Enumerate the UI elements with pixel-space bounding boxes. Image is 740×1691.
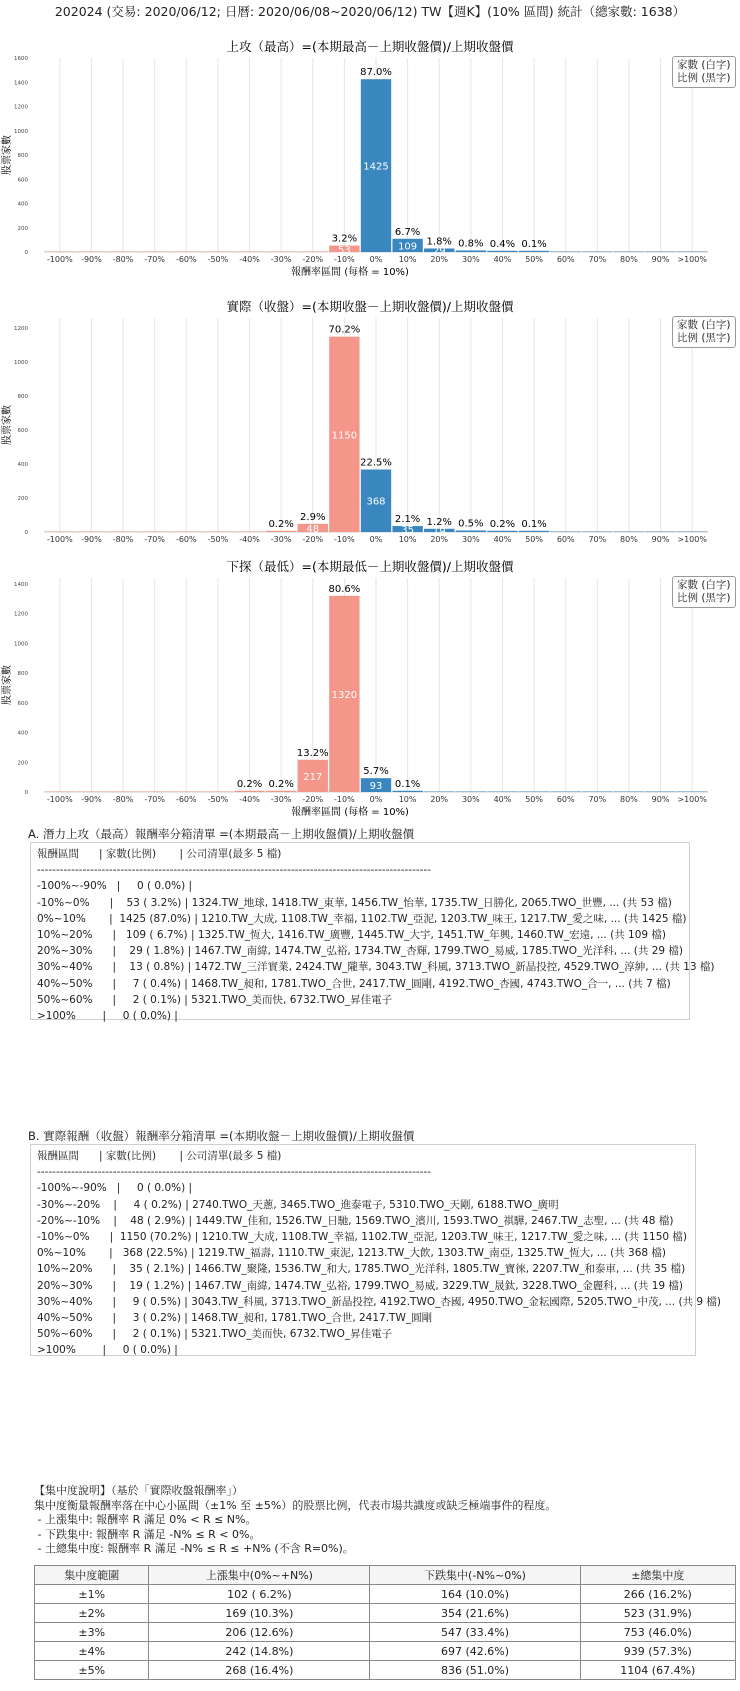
table-cell: 1104 (67.4%) xyxy=(580,1661,735,1680)
list-line: 20%~30% | 19 ( 1.2%) | 1467.TW_南緯, 1474.TW_弘裕, 1799.TWO_易威, 3229.TW_晟鈦, 3228.TWO_金麗科, ... (共 19 檔) xyxy=(37,1279,684,1292)
list-line: -------------------------------------------------------------------------------------------------------- xyxy=(37,864,432,877)
bar-count-label: 368 xyxy=(366,496,386,508)
bar xyxy=(614,531,644,532)
bar xyxy=(234,791,264,792)
bar xyxy=(139,791,169,792)
list-line: 30%~40% | 13 ( 0.8%) | 1472.TW_三洋實業, 2424.TW_隴華, 3043.TW_科風, 3713.TWO_新晶投控, 4529.TWO_淳紳, ... (共 13 檔) xyxy=(37,961,715,974)
x-tick-label: >100% xyxy=(677,255,707,264)
bar xyxy=(76,791,106,792)
bar xyxy=(551,531,581,532)
note-line: - 下跌集中: 報酬率 R 滿足 -N% ≤ R < 0%。 xyxy=(34,1527,261,1541)
y-axis-label: 股票家數 xyxy=(2,405,13,445)
x-tick-label: -10% xyxy=(334,255,355,264)
bar xyxy=(519,251,549,252)
bar xyxy=(677,791,707,792)
bar-count-label: 1150 xyxy=(331,430,358,442)
list-line: -100%~-90% | 0 ( 0.0%) | xyxy=(37,880,193,893)
table-cell: ±2% xyxy=(35,1604,149,1623)
bar xyxy=(298,251,328,252)
list-line: 40%~50% | 7 ( 0.4%) | 1468.TW_昶和, 1781.TWO_合世, 2417.TW_圓剛, 4192.TWO_杏國, 4743.TWO_合一, ... (共 7 檔) xyxy=(37,977,671,990)
y-tick-label: 1400 xyxy=(14,80,28,87)
y-tick-label: 400 xyxy=(17,730,28,737)
table-cell: 836 (51.0%) xyxy=(370,1661,580,1680)
bar xyxy=(645,251,675,252)
x-tick-label: -40% xyxy=(239,255,260,264)
legend-ratio-label: 比例 (黑字) xyxy=(677,592,731,604)
bar xyxy=(582,791,612,792)
bar xyxy=(551,251,581,252)
bar xyxy=(76,251,106,252)
list-line: >100% | 0 ( 0.0%) | xyxy=(37,1010,178,1023)
table-cell: 164 (10.0%) xyxy=(370,1585,580,1604)
table-cell: 169 (10.3%) xyxy=(149,1604,370,1623)
bar-percent-label: 0.2% xyxy=(489,518,516,530)
chart-upside xyxy=(0,38,740,288)
bar-count-label: 19 xyxy=(432,526,446,538)
chart-upside-legend xyxy=(672,56,736,88)
table-cell: 242 (14.8%) xyxy=(149,1642,370,1661)
x-tick-label: 40% xyxy=(493,795,512,804)
x-tick-label: -10% xyxy=(334,535,355,544)
x-tick-label: 40% xyxy=(493,255,512,264)
y-tick-label: 600 xyxy=(17,700,28,707)
bar xyxy=(677,531,707,532)
y-tick-label: 1000 xyxy=(14,128,28,135)
bar xyxy=(266,531,296,532)
x-axis-label: 報酬率區間 (每格 = 10%) xyxy=(291,267,409,278)
chart-downside-legend xyxy=(672,576,736,608)
bar xyxy=(171,531,201,532)
bar xyxy=(203,251,233,252)
legend-count-label: 家數 (白字) xyxy=(677,579,731,591)
x-tick-label: -70% xyxy=(144,795,166,804)
bar xyxy=(171,251,201,252)
x-tick-label: 0% xyxy=(369,535,383,544)
y-tick-label: 200 xyxy=(17,225,28,232)
bar-count-label: 29 xyxy=(432,246,446,258)
y-tick-label: 1000 xyxy=(14,360,28,367)
bar xyxy=(614,251,644,252)
x-tick-label: 70% xyxy=(588,795,607,804)
list-line: 20%~30% | 29 ( 1.8%) | 1467.TW_南緯, 1474.TW_弘裕, 1734.TW_杏輝, 1799.TWO_易威, 1785.TWO_光洋科, ... (共 29 檔) xyxy=(37,945,684,958)
x-tick-label: 0% xyxy=(369,795,383,804)
list-line: -10%~0% | 53 ( 3.2%) | 1324.TW_地球, 1418.TW_東華, 1456.TW_怡華, 1735.TW_日勝化, 2065.TWO_世豐, ... (共 53 檔) xyxy=(37,896,672,909)
bar-count-label: 1320 xyxy=(331,689,358,701)
table-cell: 753 (46.0%) xyxy=(580,1623,735,1642)
list-line: 0%~10% | 368 (22.5%) | 1219.TW_福壽, 1110.TW_東泥, 1213.TW_大飲, 1303.TW_南亞, 1325.TW_恆大, ... (共 368 檔) xyxy=(37,1247,667,1260)
list-line: 報酬區間 | 家數(比例) | 公司清單(最多 5 檔) xyxy=(37,848,282,860)
bar-count-label: 1425 xyxy=(363,161,389,173)
bar-count-label: 109 xyxy=(398,241,418,253)
bar-percent-label: 0.2% xyxy=(236,778,263,790)
bar xyxy=(487,251,517,252)
y-tick-label: 0 xyxy=(24,790,28,796)
x-tick-label: 80% xyxy=(620,255,638,264)
y-tick-label: 600 xyxy=(17,177,28,184)
y-tick-label: 1200 xyxy=(14,611,28,618)
list-line: 10%~20% | 109 ( 6.7%) | 1325.TW_恆大, 1416.TW_廣豐, 1445.TW_大宇, 1451.TW_年興, 1460.TW_宏遠, ... (共 109 檔) xyxy=(37,929,667,942)
bar xyxy=(171,791,201,792)
list-line: -------------------------------------------------------------------------------------------------------- xyxy=(37,1166,432,1179)
list-line: >100% | 0 ( 0.0%) | xyxy=(37,1344,178,1357)
x-tick-label: -100% xyxy=(46,255,73,264)
x-tick-label: 90% xyxy=(651,795,670,804)
y-tick-label: 400 xyxy=(17,462,28,469)
x-tick-label: -70% xyxy=(144,255,166,264)
table-row xyxy=(35,1661,736,1680)
bar-percent-label: 13.2% xyxy=(296,747,329,759)
x-tick-label: 30% xyxy=(461,795,480,804)
bar xyxy=(519,531,549,532)
list-line: -30%~-20% | 4 ( 0.2%) | 2740.TWO_天蔥, 3465.TWO_進泰電子, 5310.TWO_天剛, 6188.TWO_廣明 xyxy=(37,1198,559,1211)
y-axis-label: 股票家數 xyxy=(2,135,13,175)
table-cell: 547 (33.4%) xyxy=(370,1623,580,1642)
x-tick-label: 10% xyxy=(398,255,417,264)
list-line: 40%~50% | 3 ( 0.2%) | 1468.TW_昶和, 1781.TWO_合世, 2417.TW_圓剛 xyxy=(37,1312,433,1325)
x-tick-label: -80% xyxy=(112,255,134,264)
table-cell: 939 (57.3%) xyxy=(580,1642,735,1661)
bar-percent-label: 0.1% xyxy=(521,238,547,250)
y-tick-label: 200 xyxy=(17,760,28,767)
bar xyxy=(234,251,264,252)
list-line: 報酬區間 | 家數(比例) | 公司清單(最多 5 檔) xyxy=(37,1150,282,1162)
bar-percent-label: 2.1% xyxy=(394,514,421,526)
x-tick-label: 60% xyxy=(556,255,575,264)
chart-title: 上攻（最高）=(本期最高－上期收盤價)/上期收盤價 xyxy=(226,39,514,54)
y-tick-label: 600 xyxy=(17,428,28,435)
bar xyxy=(234,531,264,532)
concentration-note xyxy=(34,1484,556,1557)
bar xyxy=(45,791,75,792)
table-header-cell: ±總集中度 xyxy=(580,1566,735,1585)
bar xyxy=(677,251,707,252)
bar xyxy=(266,791,296,792)
bar xyxy=(551,791,581,792)
bar-percent-label: 22.5% xyxy=(360,457,392,469)
bar xyxy=(645,791,675,792)
section-a-title: A. 潛力上攻（最高）報酬率分箱清單 =(本期最高－上期收盤價)/上期收盤價 xyxy=(28,827,415,841)
bar-percent-label: 0.1% xyxy=(521,518,547,530)
list-line: -20%~-10% | 48 ( 2.9%) | 1449.TW_佳和, 1526.TW_日馳, 1569.TWO_濱川, 1593.TWO_祺驊, 2467.TW_志聖, ... (共 48 檔) xyxy=(37,1214,674,1227)
x-tick-label: 30% xyxy=(461,255,480,264)
bar xyxy=(203,531,233,532)
x-tick-label: -20% xyxy=(302,535,324,544)
legend-ratio-label: 比例 (黑字) xyxy=(677,72,731,84)
bar xyxy=(645,531,675,532)
x-tick-label: >100% xyxy=(677,535,707,544)
table-cell: 206 (12.6%) xyxy=(149,1623,370,1642)
y-tick-label: 1000 xyxy=(14,641,28,648)
legend-ratio-label: 比例 (黑字) xyxy=(677,332,731,344)
list-line: 0%~10% | 1425 (87.0%) | 1210.TW_大成, 1108.TW_幸福, 1102.TW_亞泥, 1203.TW_味王, 1217.TW_愛之味, ... (共 1425 檔) xyxy=(37,912,687,925)
bar-percent-label: 3.2% xyxy=(331,233,358,245)
x-tick-label: 90% xyxy=(651,535,670,544)
table-row xyxy=(35,1642,736,1661)
table-row xyxy=(35,1604,736,1623)
table-header-cell: 下跌集中(-N%~0%) xyxy=(370,1566,580,1585)
x-tick-label: -40% xyxy=(239,535,260,544)
table-header-row xyxy=(35,1566,736,1585)
x-tick-label: 60% xyxy=(556,795,575,804)
bar-count-label: 53 xyxy=(338,244,351,256)
note-line: - 土總集中度: 報酬率 R 滿足 -N% ≤ R ≤ +N% (不含 R=0%)。 xyxy=(34,1542,354,1555)
y-tick-label: 200 xyxy=(17,496,28,503)
table-cell: 523 (31.9%) xyxy=(580,1604,735,1623)
x-tick-label: -30% xyxy=(270,535,292,544)
x-tick-label: -70% xyxy=(144,535,166,544)
x-tick-label: -30% xyxy=(270,795,292,804)
x-tick-label: -50% xyxy=(207,255,229,264)
x-tick-label: 80% xyxy=(620,795,638,804)
list-line: -100%~-90% | 0 ( 0.0%) | xyxy=(37,1182,193,1195)
bar xyxy=(614,791,644,792)
x-tick-label: -90% xyxy=(81,255,102,264)
x-tick-label: 40% xyxy=(493,535,512,544)
chart-title: 下探（最低）=(本期最低－上期收盤價)/上期收盤價 xyxy=(226,559,514,574)
x-tick-label: -90% xyxy=(81,795,102,804)
x-tick-label: -40% xyxy=(239,795,260,804)
x-tick-label: -20% xyxy=(302,795,324,804)
x-tick-label: -100% xyxy=(46,535,73,544)
x-tick-label: 50% xyxy=(525,255,543,264)
bar-percent-label: 70.2% xyxy=(328,324,361,336)
x-tick-label: 20% xyxy=(430,795,449,804)
bar-percent-label: 0.2% xyxy=(268,778,294,790)
y-tick-label: 800 xyxy=(17,394,28,401)
x-tick-label: -20% xyxy=(302,255,324,264)
list-line: 10%~20% | 35 ( 2.1%) | 1466.TW_聚隆, 1536.TW_和大, 1785.TWO_光洋科, 1805.TW_寶徠, 2207.TW_和泰車, ... (共 35 檔) xyxy=(37,1263,686,1276)
bar xyxy=(139,531,169,532)
x-tick-label: -90% xyxy=(81,535,102,544)
bar xyxy=(139,251,169,252)
legend-count-label: 家數 (白字) xyxy=(677,59,731,71)
y-tick-label: 0 xyxy=(24,250,28,256)
chart-close xyxy=(0,298,740,548)
bar-count-label: 93 xyxy=(369,781,383,793)
page-title: 202024 (交易: 2020/06/12; 日曆: 2020/06/08~2020/06/12) TW【週K】(10% 區間) 統計（總家數: 1638） xyxy=(54,4,686,19)
x-axis-label: 報酬率區間 (每格 = 10%) xyxy=(291,807,409,818)
y-tick-label: 1200 xyxy=(14,326,28,333)
table-header-cell: 集中度範圍 xyxy=(35,1566,149,1585)
bar-percent-label: 0.1% xyxy=(394,778,421,790)
bar xyxy=(487,531,517,532)
list-line: 50%~60% | 2 ( 0.1%) | 5321.TWO_美而快, 6732.TWO_昇佳電子 xyxy=(37,1328,393,1341)
x-tick-label: 50% xyxy=(525,535,543,544)
bar-count-label: 217 xyxy=(303,771,323,783)
table-cell: ±5% xyxy=(35,1661,149,1680)
bar xyxy=(392,791,422,792)
y-tick-label: 800 xyxy=(17,671,28,678)
x-tick-label: 0% xyxy=(369,255,383,264)
table-cell: 697 (42.6%) xyxy=(370,1642,580,1661)
bar-percent-label: 0.8% xyxy=(458,238,484,250)
bar xyxy=(456,250,486,252)
bar-percent-label: 1.8% xyxy=(426,236,452,248)
legend-count-label: 家數 (白字) xyxy=(677,319,731,331)
bar xyxy=(266,251,296,252)
x-tick-label: -50% xyxy=(207,795,229,804)
list-line: 50%~60% | 2 ( 0.1%) | 5321.TWO_美而快, 6732.TWO_昇佳電子 xyxy=(37,993,393,1006)
x-tick-label: 20% xyxy=(430,535,449,544)
bar-percent-label: 6.7% xyxy=(394,226,421,238)
y-tick-label: 1200 xyxy=(14,104,28,111)
table-header-cell: 上漲集中(0%~+N%) xyxy=(149,1566,370,1585)
bar xyxy=(108,531,138,532)
bar xyxy=(45,251,75,252)
section-a-list xyxy=(30,842,715,1023)
chart-close-legend xyxy=(672,316,736,348)
list-line: -10%~0% | 1150 (70.2%) | 1210.TW_大成, 1108.TW_幸福, 1102.TW_亞泥, 1203.TW_味王, 1217.TW_愛之味, ... (共 1150 檔) xyxy=(37,1231,687,1244)
x-tick-label: 10% xyxy=(398,795,417,804)
x-tick-label: -60% xyxy=(175,255,197,264)
table-row xyxy=(35,1585,736,1604)
x-tick-label: -100% xyxy=(46,795,73,804)
bar xyxy=(45,531,75,532)
list-line: 30%~40% | 9 ( 0.5%) | 3043.TW_科風, 3713.TWO_新晶投控, 4192.TWO_杏國, 4950.TWO_金耘國際, 5205.TWO_中茂, ... (共 9 檔) xyxy=(37,1295,722,1308)
bar-percent-label: 1.2% xyxy=(426,516,452,528)
x-tick-label: 70% xyxy=(588,535,607,544)
bar-count-label: 35 xyxy=(401,525,414,537)
bar-percent-label: 87.0% xyxy=(360,67,392,79)
table-cell: 102 ( 6.2%) xyxy=(149,1585,370,1604)
table-cell: ±4% xyxy=(35,1642,149,1661)
x-tick-label: 20% xyxy=(430,255,449,264)
note-line: - 上漲集中: 報酬率 R 滿足 0% < R ≤ N%。 xyxy=(34,1513,257,1526)
table-row xyxy=(35,1623,736,1642)
bar xyxy=(108,251,138,252)
x-tick-label: -60% xyxy=(175,535,197,544)
x-tick-label: -30% xyxy=(270,255,292,264)
x-tick-label: 70% xyxy=(588,255,607,264)
x-tick-label: -60% xyxy=(175,795,197,804)
bar-percent-label: 80.6% xyxy=(328,583,361,595)
note-line: 集中度衡量報酬率落在中心小區間（±1% 至 ±5%）的股票比例，代表市場共識度或缺乏極端事件的程度。 xyxy=(34,1498,557,1512)
table-cell: 266 (16.2%) xyxy=(580,1585,735,1604)
y-tick-label: 400 xyxy=(17,201,28,208)
section-b-list xyxy=(30,1144,722,1357)
bar xyxy=(203,791,233,792)
bar-percent-label: 2.9% xyxy=(300,511,326,523)
table-cell: 354 (21.6%) xyxy=(370,1604,580,1623)
bar xyxy=(456,530,486,532)
bar xyxy=(76,531,106,532)
y-axis-label: 股票家數 xyxy=(2,665,13,705)
y-tick-label: 800 xyxy=(17,153,28,159)
x-tick-label: 10% xyxy=(398,535,417,544)
x-tick-label: 50% xyxy=(525,795,543,804)
table-cell: ±3% xyxy=(35,1623,149,1642)
x-tick-label: 80% xyxy=(620,535,638,544)
note-line: 【集中度說明】（基於「實際收盤報酬率」） xyxy=(34,1484,243,1497)
y-tick-label: 0 xyxy=(24,530,28,536)
bar xyxy=(487,791,517,792)
bar-percent-label: 0.2% xyxy=(268,518,294,530)
bar-count-label: 48 xyxy=(306,523,320,535)
x-tick-label: -80% xyxy=(112,535,134,544)
y-tick-label: 1600 xyxy=(14,56,28,62)
bar xyxy=(424,791,454,792)
chart-title: 實際（收盤）=(本期收盤－上期收盤價)/上期收盤價 xyxy=(226,299,514,314)
table-cell: 268 (16.4%) xyxy=(149,1661,370,1680)
bar xyxy=(519,791,549,792)
section-b-title: B. 實際報酬（收盤）報酬率分箱清單 =(本期收盤－上期收盤價)/上期收盤價 xyxy=(28,1129,415,1143)
chart-downside xyxy=(0,558,740,823)
bar-percent-label: 0.4% xyxy=(489,238,516,250)
y-tick-label: 1400 xyxy=(14,581,28,588)
x-tick-label: >100% xyxy=(677,795,707,804)
x-tick-label: -80% xyxy=(112,795,134,804)
x-tick-label: 30% xyxy=(461,535,480,544)
bar xyxy=(456,791,486,792)
bar-percent-label: 5.7% xyxy=(363,766,389,778)
bar xyxy=(582,531,612,532)
bar xyxy=(108,791,138,792)
x-tick-label: 60% xyxy=(556,535,575,544)
x-tick-label: -50% xyxy=(207,535,229,544)
x-tick-label: 90% xyxy=(651,255,670,264)
bar xyxy=(582,251,612,252)
bar-percent-label: 0.5% xyxy=(458,518,484,530)
table-cell: ±1% xyxy=(35,1585,149,1604)
x-tick-label: -10% xyxy=(334,795,355,804)
concentration-table xyxy=(34,1565,736,1680)
